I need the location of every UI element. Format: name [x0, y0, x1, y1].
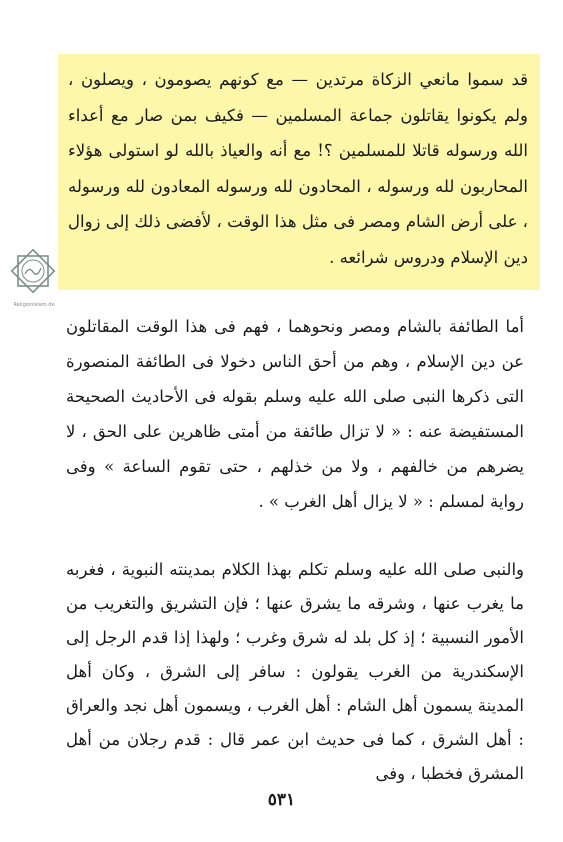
page-number: ٥٣١ — [267, 790, 296, 810]
watermark-logo — [6, 244, 60, 298]
octagram-emblem-icon — [6, 244, 60, 298]
highlighted-quote-text: قد سموا مانعي الزكاة مرتدين — مع كونهم يصومون ، ويصلون ، ولم يكونوا يقاتلون جماعة المسلمين — فكيف بمن صار مع أعداء الله ورسوله قاتلا للمسلمين ؟! مع أنه والعياذ بالله لو استولى هؤلاء المحاربون لله ورسوله ، المحادون لله ورسوله المعادون لله ورسوله ، على أرض الشام ومصر فى مثل هذا الوقت ، لأفضى ذلك إلى زوال دين الإسلام ودروس شرائعه . — [68, 70, 528, 267]
body-paragraph-1: أما الطائفة بالشام ومصر ونحوهما ، فهم فى هذا الوقت المقاتلون عن دين الإسلام ، وهم من أحق الناس دخولا فى الطائفة المنصورة التى ذكرها النبى صلى الله عليه وسلم بقوله فى الأحاديث الصحيحة المستفيضة عنه : « لا تزال طائفة من أمتى ظاهرين على الحق ، لا يضرهم من خالفهم ، ولا من خذلهم ، حتى تقوم الساعة » وفى رواية لمسلم : « لا يزال أهل الغرب » . — [66, 317, 524, 511]
body-paragraph-2: والنبى صلى الله عليه وسلم تكلم بهذا الكلام بمدينته النبوية ، فغربه ما يغرب عنها ، وشرقه ما يشرق عنها ؛ فإن التشريق والتغريب من الأمور النسبية ؛ إذ كل بلد له شرق وغرب ؛ ولهذا إذا قدم الرجل إلى الإسكندرية من الغرب يقولون : سافر إلى الشرق ، وكان أهل المدينة يسمون أهل الشام : أهل الغرب ، ويسمون أهل نجد والعراق : أهل الشرق ، كما فى حديث ابن عمر قال : قدم رجلان من أهل المشرق فخطبا ، وفى — [66, 560, 524, 783]
watermark-caption: Religionislam.de — [13, 302, 55, 308]
